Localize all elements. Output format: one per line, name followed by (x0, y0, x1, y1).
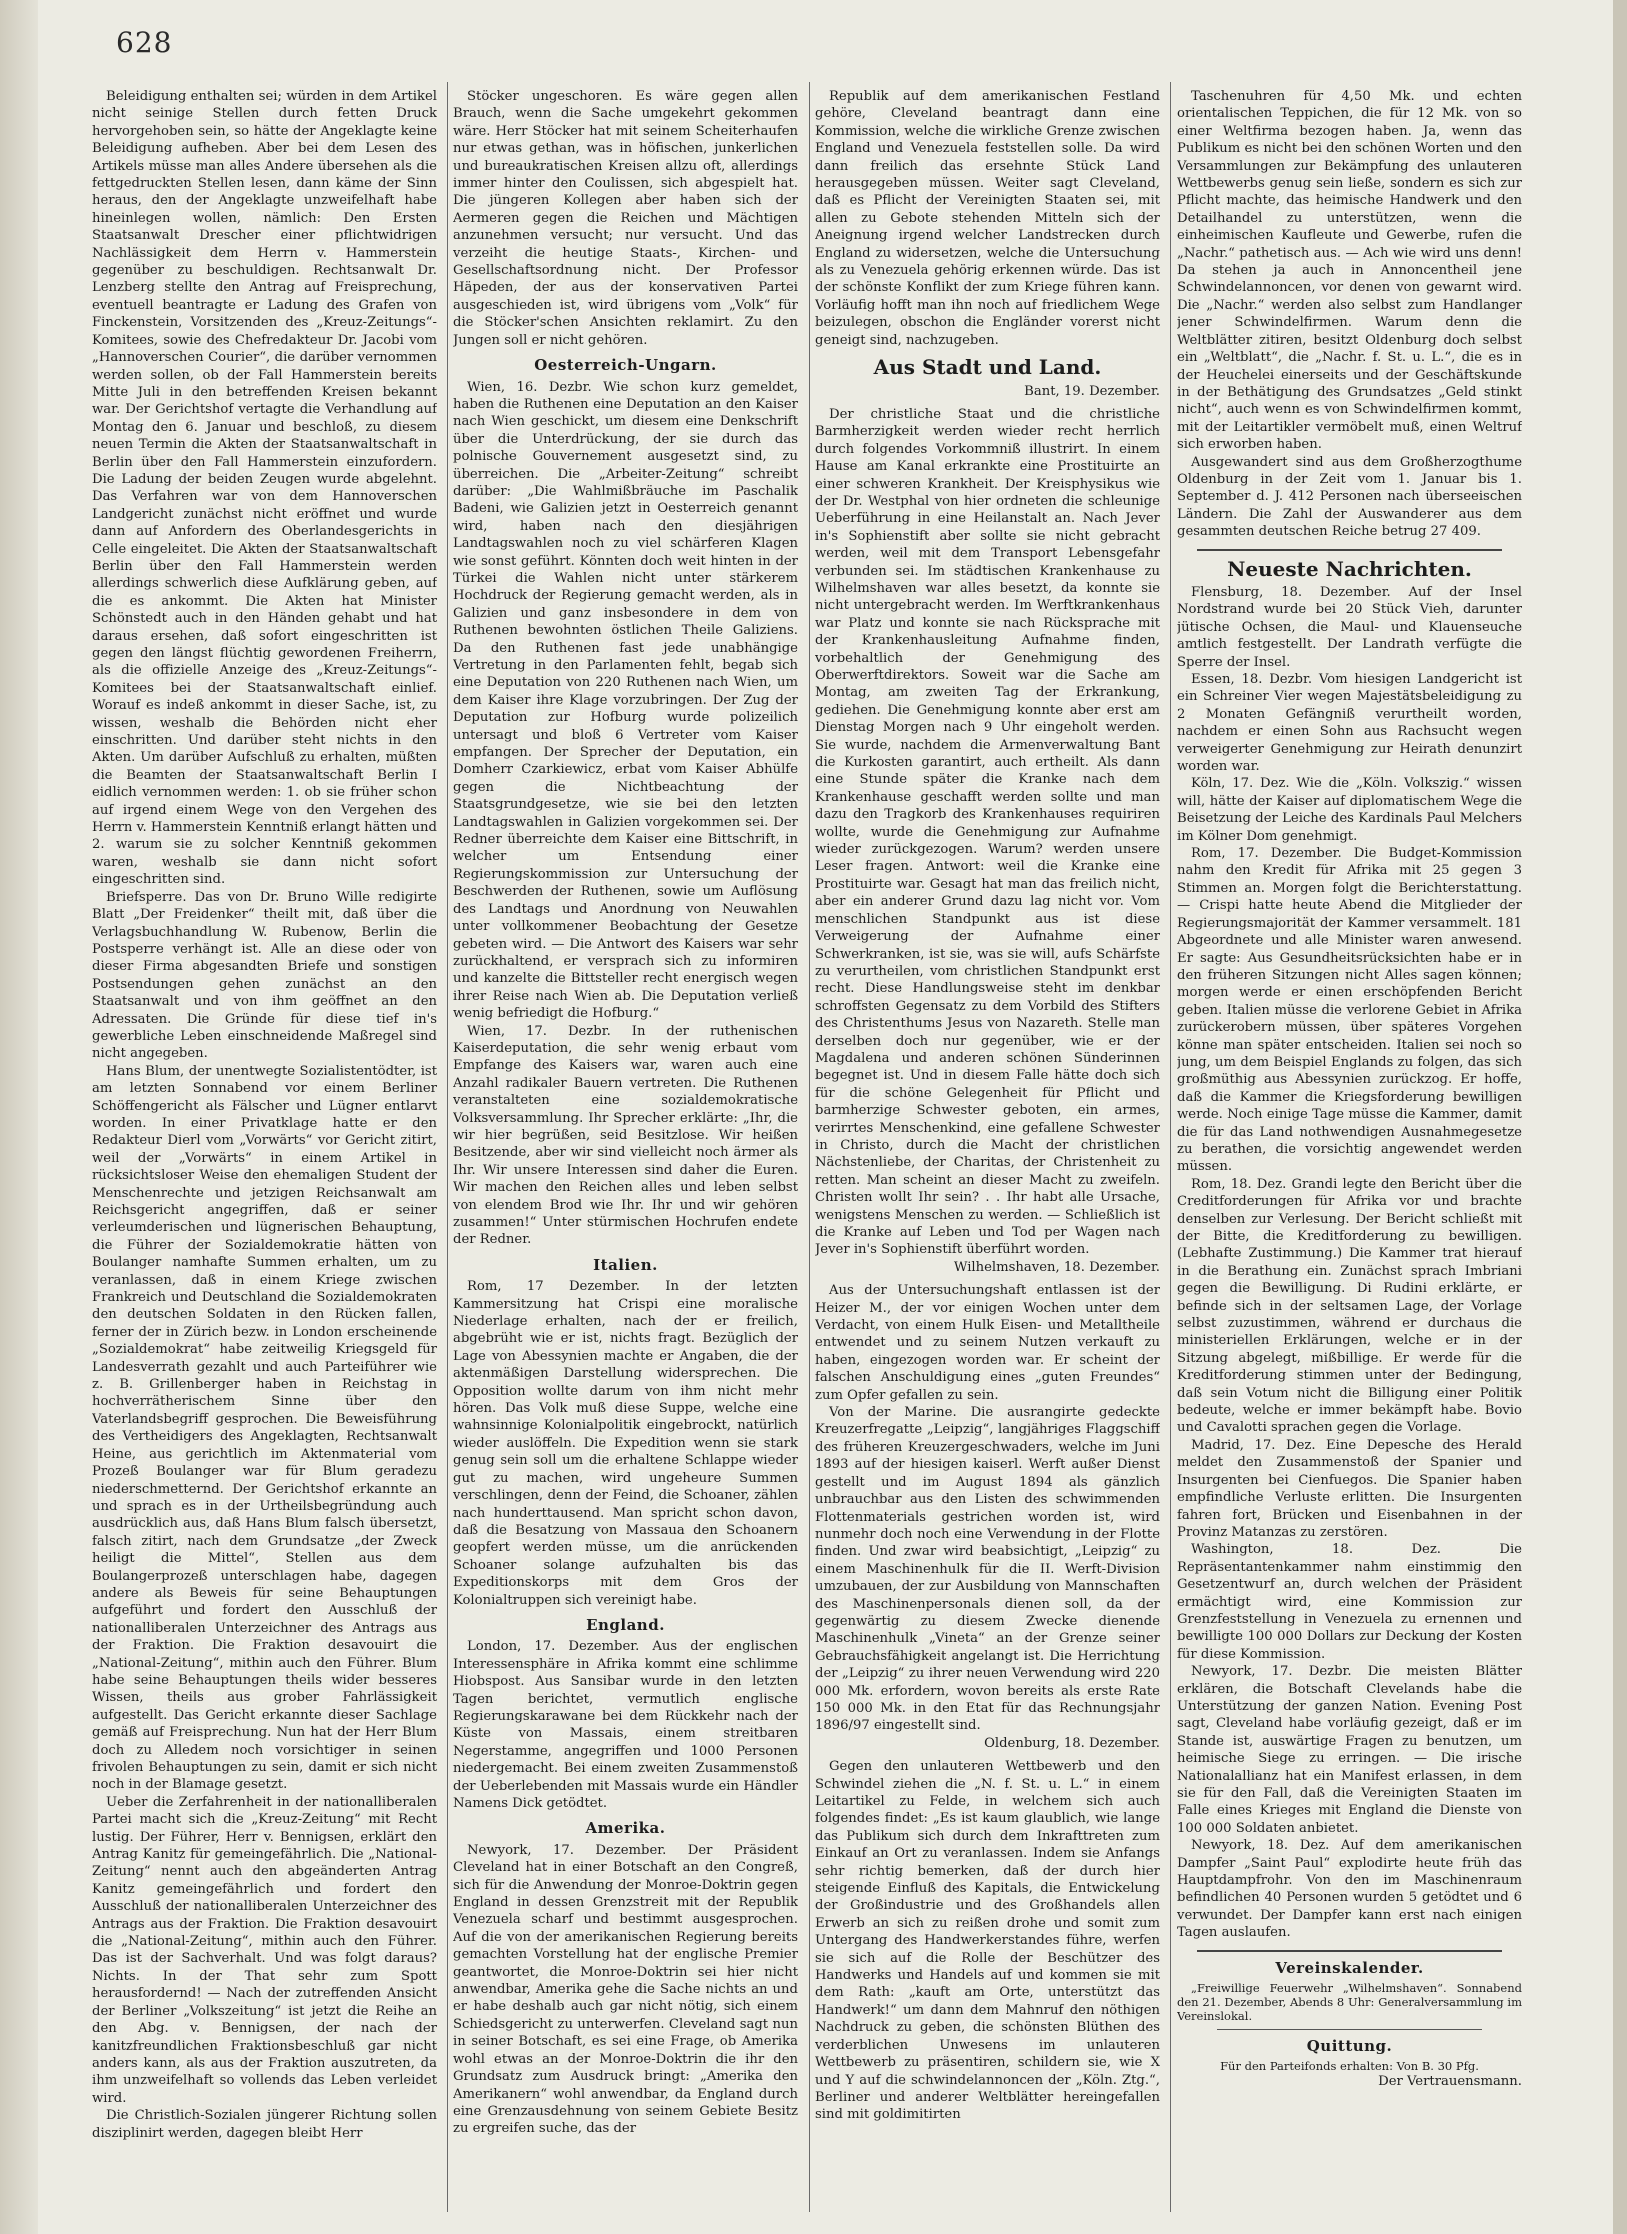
article-paragraph: Gegen den unlauteren Wettbewerb und den Schwindel ziehen die „N. f. St. u. L.“ in einem Leitartikel zu Felde, in welchem sich auch folgendes findet: „Es ist kaum glaublich, wie lange das Publikum sich durch dem Inkrafttreten zum Einkauf an Ort zu veranlassen. Indem sie Anfangs sehr richtig bemerken, daß der durch hier steigende Einfluß des Kapitals, die Entwickelung der Großindustrie und des Großhandels allen Erwerb an sich zu reißen drohe und somit zum Untergang des Handwerkerstandes führe, werfen sie sich auf die Rolle der Beschützer des Handwerks und Handels auf und kommen sie mit dem Rath: „kauft am Orte, unterstützt das Handwerk!“ um dann dem Mahnruf den nöthigen Nachdruck zu geben, die schönsten Blüthen des verderblichen Unwesens im unlauteren Wettbewerb zu präsentiren, schildern sie, wie X und Y auf die schwindelannoncen der „Köln. Ztg.“, Berliner und anderer Weltblätter hereingefallen sind mit goldimitirten (815, 1759, 1160, 2123)
article-paragraph: Rom, 17. Dezember. Die Budget-Kommission nahm den Kredit für Afrika mit 25 gegen 3 Stimmen an. Morgen folgt die Berichterstattung. — Crispi hatte heute Abend die Mitglieder der Regierungsmajorität der Kammer versammelt. 181 Abgeordnete und alle Minister waren anwesend. Er sagte: Aus Gesundheitsrücksichten habe er in den früheren Sitzungen nicht Alles sagen können; morgen werde er einen erschöpfenden Bericht geben. Italien müsse die verlorene Gebiet in Afrika zurückerobern müssen, über späteres Vorgehen könne man später entscheiden. Italien sei noch so jung, um dem Beispiel Englands zu folgen, das sich großmüthig aus Abessynien zurückzog. Er hoffe, daß die Kammer die Kriegsforderung bewilligen werde. Noch einige Tage müsse die Kammer, damit die für das Land nothwendigen Ausnahmegesetze zu berathen, die vorsichtig angewendet werden müssen. (1177, 846, 1522, 1175)
article-paragraph: Rom, 17 Dezember. In der letzten Kammersitzung hat Crispi eine moralische Niederlage erhalten, nach der er freilich, abgebrüht wie er ist, nichts fragt. Bezüglich der Lage von Abessynien machte er Angaben, die der aktenmäßigen Darstellung widersprechen. Die Opposition wollte darum von ihm nicht mehr hören. Das Volk muß diese Suppe, welche eine wahnsinnige Kolonialpolitik eingebrockt, natürlich wieder auslöffeln. Die Expedition wenn sie stark genug sein soll um die erhaltene Schlappe wieder gut zu machen, wird ungeheure Summen verschlingen, denn der Feind, die Schoaner, zählen nach hunderttausend. Man spricht schon davon, daß die Besatzung von Massaua den Schoanern geopfert werden müsse, um die anrückenden Schoaner solange aufzuhalten bis das Expeditionskorps mit dem Gros der Kolonialtruppen sich vereinigt habe. (453, 1279, 798, 1608)
dateline: Bant, 19. Dezember. (1024, 383, 1160, 399)
notice-text: „Freiwillige Feuerwehr „Wilhelmshaven“. Sonnabend den 21. Dezember, Abends 8 Uhr: Generalversammlung im Vereinslokal. (1177, 1981, 1522, 2024)
article-paragraph: Hans Blum, der unentwegte Sozialistentödter, ist am letzten Sonnabend vor einem Berliner Schöffengericht als Fälscher und Lügner entlarvt worden. In einer Privatklage hatte er den Redakteur Dierl vom „Vorwärts“ vor Gericht zitirt, weil der „Vorwärts“ in einem Artikel in rücksichtsloser Weise den ehemaligen Student der Menschenrechte und jetzigen Reichsanwalt am Reichsgericht angegriffen, daß er seiner verleumderischen und lügnerischen Behauptung, die Führer der Sozialdemokratie hätten von Boulanger namhafte Summen erhalten, um zu veranlassen, daß in einem Kriege zwischen Frankreich und Deutschland die Sozialdemokraten den deutschen Soldaten in den Rücken fallen, ferner der in Zürich bezw. in London erscheinende „Sozialdemokrat“ habe zeitweilig Kriegsgeld für Landesverrath gezahlt und auch Parteiführer wie z. B. Grillenberger haben in Reichstag in hochverrätherischem Sinne über den Vaterlandsbegriff gesprochen. Die Beweisführung des Vertheidigers des Angeklagten, Rechtsanwalt Heine, aus gerichtlich im Aktenmaterial vom Prozeß Boulanger war für Blum geradezu niederschmetternd. Der Gerichtshof erkannte an und sprach es in der Urtheilsbegründung auch ausdrücklich aus, daß Hans Blum falsch übersetzt, falsch zitirt, nach dem Grundsatze „der Zweck heiligt die Mittel“, Stellen aus dem Boulangerprozeß unterschlagen habe, dagegen andere als Beweis für seine Behauptungen aufgeführt und fordert den Ausschluß der nationalliberalen Unterzeichner des Antrags aus der Fraktion. Die Fraktion desavouirt die „National-Zeitung“, mithin auch den Führer. Blum habe seine Behauptungen theils wider besseres Wissen, theils aus grober Fahrlässigkeit aufgestellt. Das Gericht erkannte dieser Sachlage gemäß auf Freisprechung. Nun hat der Herr Blum doch zu Alledem noch vorsichtiger in seinen frivolen Behauptungen zu sein, damit er sich nicht noch in der Blamage gesetzt. (92, 1063, 437, 1793)
dateline: Wilhelmshaven, 18. Dezember. (953, 1259, 1160, 1275)
article-paragraph: Rom, 18. Dez. Grandi legte den Bericht über die Creditforderungen für Afrika vor und brachte denselben zur Verlesung. Der Bericht schließt mit der Bitte, die Kreditforderung zu bewilligen. (Lebhafte Zustimmung.) Die Kammer trat hierauf in die Berathung ein. Zunächst sprach Imbriani gegen die Bewilligung. Di Rudini erklärte, er befinde sich in der seltsamen Lage, der Vorlage selbst zuzustimmen, während er durchaus die ministeriellen Erklärungen, welche er in der Sitzung abgelegt, mißbillige. Er werde für die Kreditforderung stimmen unter der Bedingung, daß sein Votum nicht die Billigung einer Politik bedeute, welche er immer bekämpft habe. Bovio und Cavalotti sprachen gegen die Vorlage. (1177, 1176, 1522, 1436)
article-paragraph: London, 17. Dezember. Aus der englischen Interessensphäre in Afrika kommt eine schlimme Hiobspost. Aus Sansibar wurde in den letzten Tagen berichtet, vermutlich englische Regierungskarawane bei dem Rückkehr nach der Küste von Massais, einem streitbaren Negerstamme, angegriffen und 1000 Personen niedergemacht. Bei einem zweiten Zusammenstoß der Ueberlebenden mit Massais wurde ein Händler Namens Dick getödtet. (453, 1639, 798, 1811)
article-paragraph: Der christliche Staat und die christliche Barmherzigkeit werden wieder recht herrlich durch folgendes Vorkommniß illustrirt. In einem Hause am Kanal erkrankte eine Prostituirte an einer schweren Krankheit. Der Kreisphysikus wie der Dr. Westphal von hier ordneten die schleunige Ueberführung in eine Heilanstalt an. Nach Jever in's Sophienstift aber sollte sie nicht gebracht werden, weil mit dem Transport Lebensgefahr verbunden sei. Im städtischen Krankenhause zu Wilhelmshaven war alles besetzt, da konnte sie nicht untergebracht werden. Im Werftkrankenhaus war Platz und konnte sie nach Rücksprache mit der Krankenhausleitung Aufnahme finden, vorbehaltlich der Genehmigung des Oberwerftdirektors. Soweit war die Sache am Montag, am zweiten Tag der Erkrankung, gediehen. Die Genehmigung konnte aber erst am Dienstag Morgen nach 9 Uhr eingeholt werden. Sie wurde, nachdem die Armenverwaltung Bant die Kurkosten garantirt, auch ertheilt. Als dann eine Stunde später die Kranke nach dem Krankenhause geschafft werden sollte und man dazu den Tragkorb des Krankenhauses requiriren wollte, wurde die Genehmigung zur Aufnahme wieder zurückgezogen. Warum? werden unsere Leser fragen. Antwort: weil die Kranke eine Prostituirte war. Gesagt hat man das freilich nicht, aber ein anderer Grund dazu lag nicht vor. Vom menschlichen Standpunkt aus ist diese Verweigerung der Aufnahme einer Schwerkranken, ist sie, was sie will, aufs Schärfste zu verurtheilen, vom christlichen Standpunkt erst recht. Diese Handlungsweise steht im denkbar schroffsten Gegensatz zu dem Vorbild des Stifters des Christenthums Jesus von Nazareth. Stelle man derselben doch nur gegenüber, wie er der Magdalena und anderen schönen Sünderinnen begegnet ist. Und in diesem Falle hätte doch sich für die schöne Gelegenheit für Pflicht und barmherzige Schwester geboten, ein armes, verirrtes Menschenkind, eine gefallene Schwester in Christo, durch die Macht der christlichen Nächstenliebe, der Charitas, der Christenheit zu retten. Man scheint an dieser Macht zu zweifeln. Christen wollt Ihr sein? . . Ihr habt alle Ursache, wenigstens Menschen zu werden. — Schließlich ist die Kranke auf Leben und Tod per Wagen nach Jever in's Sophienstift überführt worden. (815, 406, 1160, 1258)
article-paragraph: Stöcker ungeschoren. Es wäre gegen allen Brauch, wenn die Sache umgekehrt gekommen wäre. Herr Stöcker hat mit seinem Scheiterhaufen nur etwas gethan, was in höfischen, junkerlichen und bureaukratischen Kreisen allzu oft, allerdings immer hinter den Coulissen, sich abgespielt hat. Die jüngeren Kollegen aber haben sich der Aermeren gegen die Reichen und Mächtigen anzunehmen versucht; nur versucht. Und das verzeiht die heutige Staats-, Kirchen- und Gesellschaftsordnung nicht. Der Professor Häpeden, der aus der konservativen Partei ausgeschieden ist, wird übrigens vom „Volk“ für die Stöcker'schen Ansichten reklamirt. Zu den Jungen soll er nicht gehören. (453, 89, 798, 348)
article-paragraph: Newyork, 18. Dez. Auf dem amerikanischen Dampfer „Saint Paul“ explodirte heute früh das Hauptdampfrohr. Von den im Maschinenraum befindlichen 40 Personen wurden 5 getödtet und 6 verwundet. Der Dampfer kann erst nach einigen Tagen auslaufen. (1177, 1838, 1522, 1941)
article-paragraph: Wien, 17. Dezbr. In der ruthenischen Kaiserdeputation, die sehr wenig erbaut vom Empfange des Kaisers war, waren auch eine Anzahl radikaler Bauern vertreten. Die Ruthenen veranstalteten eine sozialdemokratische Volksversammlung. Ihr Sprecher erklärte: „Ihr, die wir hier begrüßen, seid Besitzlose. Wir heißen Besitzende, aber wir sind vielleicht noch ärmer als Ihr. Wir unsere Interessen sind daher die Euren. Wir machen den Reichen alles und leben selbst von elendem Brod wie Ihr. Ihr und wir gehören zusammen!“ Unter stürmischen Hochrufen endete der Redner. (453, 1023, 798, 1248)
section-heading: Italien. (593, 1255, 658, 1274)
article-paragraph: Köln, 17. Dez. Wie die „Köln. Volkszig.“ wissen will, hätte der Kaiser auf diplomatischem Wege die Beisetzung der Leiche des Kardinals Paul Melchers im Kölner Dom genehmigt. (1177, 776, 1522, 844)
section-heading: Quittung. (1306, 2037, 1393, 2056)
article-paragraph: Essen, 18. Dezbr. Vom hiesigen Landgericht ist ein Schreiner Vier wegen Majestätsbeleidigung zu 2 Monaten Gefängniß verurtheilt worden, nachdem er einen Sohn aus Rachsucht wegen verweigerter Genehmigung zur Heirath denunzirt worden war. (1177, 672, 1522, 775)
dateline: Oldenburg, 18. Dezember. (984, 1735, 1160, 1751)
column-3 (815, 88, 1160, 2198)
article-paragraph: Die Christlich-Sozialen jüngerer Richtung sollen disziplinirt werden, dagegen bleibt Herr (92, 2108, 437, 2141)
article-paragraph: Flensburg, 18. Dezember. Auf der Insel Nordstrand wurde bei 20 Stück Vieh, darunter jütische Ochsen, die Maul- und Klauenseuche amtlich festgestellt. Der Landrath verfügte die Sperre der Insel. (1177, 584, 1522, 670)
section-heading: Amerika. (585, 1819, 666, 1838)
column-1 (92, 88, 437, 2198)
section-title: Neueste Nachrichten. (1227, 556, 1472, 581)
article-paragraph: Ausgewandert sind aus dem Großherzogthume Oldenburg in der Zeit vom 1. Januar bis 1. September d. J. 412 Personen nach überseeischen Ländern. Die Zahl der Auswanderer aus dem gesammten deutschen Reiche betrug 27 409. (1177, 454, 1522, 540)
article-paragraph: Aus der Untersuchungshaft entlassen ist der Heizer M., der vor einigen Wochen unter dem Verdacht, von einem Hulk Eisen- und Metalltheile entwendet und zu seinem Nutzen verkauft zu haben, eingezogen worden war. Er scheint der falschen Anschuldigung eines „guten Freundes“ zum Opfer gefallen zu sein. (815, 1283, 1160, 1403)
column-4 (1177, 88, 1522, 2198)
dateline: Der Vertrauensmann. (1378, 2074, 1522, 2090)
article-paragraph: Newyork, 17. Dezember. Der Präsident Cleveland hat in einer Botschaft an den Congreß, sich für die Anwendung der Monroe-Doktrin gegen England in dessen Grenzstreit mit der Republik Venezuela scharf und bestimmt ausgesprochen. Auf die von der amerikanischen Regierung bereits gemachten Vorstellung hat der englische Premier geantwortet, die Monroe-Doktrin sei hier nicht anwendbar, Amerika gehe die Sache nichts an und er habe deshalb auch gar nicht nötig, sich einem Schiedsgericht zu unterwerfen. Cleveland sagt nun in seiner Botschaft, es sei eine Frage, ob Amerika wohl etwas an der Monroe-Doktrin die ihr den Grundsatz zum Ausdruck bringt: „Amerika den Amerikanern“ wohl anwendbar, da England durch eine Grenzausdehnung von seinem Gebiete Besitz zu ergreifen suche, das der (453, 1842, 798, 2137)
article-paragraph: Ueber die Zerfahrenheit in der nationalliberalen Partei macht sich die „Kreuz-Zeitung“ mit Recht lustig. Der Führer, Herr v. Bennigsen, erklärt den Antrag Kanitz für gemeingefährlich. Die „National-Zeitung“ nennt auch den abgeänderten Antrag Kanitz gemeingefährlich und fordert den Ausschluß der nationalliberalen Unterzeichner des Antrags aus der Fraktion. Die Fraktion desavouirt die „National-Zeitung“, mithin auch den Führer. Das ist der Sachverhalt. Und was folgt daraus? Nichts. In der That sehr zum Spott herausfordernd! — Nach der zutreffenden Ansicht der Berliner „Volkszeitung“ ist jetzt die Reihe an den Abg. v. Bennigsen, der nach der kanitzfreundlichen Fraktionsbeschluß gar nicht anders kann, als aus der Fraktion auszutreten, da ihm unzweifelhaft so vollends das Leben verleidet wird. (92, 1794, 437, 2106)
column-rule (1170, 82, 1171, 2212)
section-divider (1197, 549, 1502, 551)
section-heading: Oesterreich-Ungarn. (534, 356, 717, 375)
receipt-line: Für den Parteifonds erhalten: Von B. 30 Pfg. (1220, 2059, 1479, 2074)
article-paragraph: Madrid, 17. Dez. Eine Depesche des Herald meldet den Zusammenstoß der Spanier und Insurgenten bei Cienfuegos. Die Spanier haben empfindliche Verluste erlitten. Die Insurgenten fahren fort, Brücken und Eisenbahnen in der Provinz Matanzas zu zerstören. (1177, 1437, 1522, 1540)
section-divider (1217, 2029, 1482, 2030)
article-paragraph: Washington, 18. Dez. Die Repräsentantenkammer nahm einstimmig den Gesetzentwurf an, durch welchen der Präsident ermächtigt wird, eine Kommission zur Grenzfeststellung in Venezuela zu ernennen und bewilligte 100 000 Dollars zur Deckung der Kosten für diese Kommission. (1177, 1542, 1522, 1662)
section-heading: England. (586, 1615, 665, 1634)
article-paragraph: Von der Marine. Die ausrangirte gedeckte Kreuzerfregatte „Leipzig“, langjähriges Flaggschiff des früheren Kreuzergeschwaders, welche im Juni 1893 auf der hiesigen kaiserl. Werft außer Dienst gestellt und im August 1894 als gänzlich unbrauchbar aus den Listen des schwimmenden Flottenmaterials gestrichen worden ist, wird nunmehr doch noch eine Verwendung in der Flotte finden. Und zwar wird beabsichtigt, „Leipzig“ zu einem Maschinenhulk für die II. Werft-Division umzubauen, der zur Ausbildung von Mannschaften des Maschinenpersonals dienen soll, da der gegenwärtig zu diesem Zwecke dienende Maschinenhulk „Vineta“ an der Grenze seiner Gebrauchsfähigkeit angelangt ist. Die Herrichtung der „Leipzig“ zu ihrer neuen Verwendung wird 220 000 Mk. erfordern, wovon bereits als erste Rate 150 000 Mk. in den Etat für das Rechnungsjahr 1896/97 eingestellt sind. (815, 1405, 1160, 1734)
column-rule (809, 82, 810, 2212)
page-fold-shadow (0, 0, 38, 2234)
article-paragraph: Beleidigung enthalten sei; würden in dem Artikel nicht seinige Stellen durch fetten Druck hervorgehoben sein, so hätte der Angeklagte keine Beleidigung aufheben. Aber bei dem Lesen des Artikels müsse man alles Andere übersehen als die fettgedruckten Stellen lesen, dann käme der Sinn heraus, den der Angeklagte unzweifelhaft habe hineinlegen wollen, nämlich: Den Ersten Staatsanwalt Drescher einer pflichtwidrigen Nachlässigkeit dem Herrn v. Hammerstein gegenüber zu beschuldigen. Rechtsanwalt Dr. Lenzberg stellte den Antrag auf Freisprechung, eventuell beantragte er Ladung des Grafen von Finckenstein, Vorsitzenden des „Kreuz-Zeitungs“-Komitees, sowie des Chefredakteur Dr. Jacobi vom „Hannoverschen Courier“, die darüber vernommen werden sollen, ob der Fall Hammerstein bereits Mitte Juli in den betreffenden Kreisen bekannt war. Der Gerichtshof vertagte die Verhandlung auf Montag den 6. Januar und beschloß, zu diesem neuen Termin die Akten der Staatsanwaltschaft in Berlin über den Fall Hammerstein einzufordern. Die Ladung der beiden Zeugen wurde abgelehnt. Das Verfahren war von dem Hannoverschen Landgericht zunächst nicht eröffnet und wurde dann auf Anfordern des Oberlandesgerichts in Celle eingeleitet. Die Akten der Staatsanwaltschaft Berlin über den Fall Hammerstein werden allerdings schwerlich diese Aufklärung geben, auf die es ankommt. Die Akten hat Minister Schönstedt auch in den Händen gehabt und hat daraus ersehen, daß sofort eingeschritten ist gegen den längst flüchtig gewordenen Freiherrn, als die offizielle Anzeige des „Kreuz-Zeitungs“-Komitees bei der Staatsanwaltschaft einlief. Worauf es indeß ankommt in dieser Sache, ist, zu wissen, weshalb die Behörden nicht eher einschritten. Und darüber steht nichts in den Akten. Um darüber Aufschluß zu erhalten, müßten die Beamten der Staatsanwaltschaft Berlin I eidlich vernommen werden: 1. ob sie früher schon auf irgend einem Wege von den Vergehen des Herrn v. Hammerstein Kenntniß erlangt hätten und 2. warum sie zu solcher Kenntniß gekommen waren, weshalb sie dann nicht sofort eingeschritten sind. (92, 89, 437, 888)
article-paragraph: Republik auf dem amerikanischen Festland gehöre, Cleveland beantragt dann eine Kommission, welche die wirkliche Grenze zwischen England und Venezuela feststellen solle. Da wird dann freilich das ersehnte Stück Land herausgegeben müssen. Weiter sagt Cleveland, daß es Pflicht der Vereinigten Staaten sei, mit allen zu Gebote stehenden Mitteln sich der Aneignung irgend welcher Landstrecken durch England zu widersetzen, welche die Untersuchung als zu Venezuela gehörig erkennen würde. Das ist der schönste Konflikt der zum Kriege führen kann. Vorläufig hofft man ihn noch auf friedlichem Wege beizulegen, obschon die Engländer vorerst nicht geneigt sind, nachzugeben. (815, 89, 1160, 348)
article-paragraph: Wien, 16. Dezbr. Wie schon kurz gemeldet, haben die Ruthenen eine Deputation an den Kaiser nach Wien geschickt, um diesem eine Denkschrift über die Unterdrückung, der sie durch das polnische Gouvernement ausgesetzt sind, zu überreichen. Die „Arbeiter-Zeitung“ schreibt darüber: „Die Wahlmißbräuche im Paschalik Badeni, wie Galizien jetzt in Oesterreich genannt wird, haben nach den diesjährigen Landtagswahlen noch zu viel schärferen Klagen wie sonst geführt. Könnten doch weit hinten in der Türkei die Wahlen nicht unter stärkerem Hochdruck der Regierung gemacht werden, als in Galizien und ganz insbesondere in dem von Ruthenen bewohnten östlichen Theile Galiziens. Da den Ruthenen fast jede unabhängige Vertretung in den Parlamenten fehlt, begab sich eine Deputation von 220 Ruthenen nach Wien, um dem Kaiser ihre Klage vorzubringen. Der Zug der Deputation zur Hofburg wurde polizeilich untersagt und bloß 6 Vertreter vom Kaiser empfangen. Der Sprecher der Deputation, ein Domherr Czarkiewicz, erbat vom Kaiser Abhülfe gegen die Nichtbeachtung der Staatsgrundgesetze, wie sie bei den letzten Landtagswahlen in Galizien vorgekommen sei. Der Redner überreichte dem Kaiser eine Bittschrift, in welcher um Entsendung einer Regierungskommission zur Untersuchung der Beschwerden der Ruthenen, sowie um Auflösung des Landtags und Anordnung von Neuwahlen unter vollkommener Beobachtung der Gesetze gebeten wird. — Die Antwort des Kaisers war sehr zurückhaltend, er versprach sich zu informiren und kanzelte die Bittsteller recht energisch wegen ihrer Reise nach Wien ab. Die Deputation verließ wenig befriedigt die Hofburg.“ (453, 379, 798, 1022)
section-divider (1197, 1950, 1502, 1952)
article-paragraph: Newyork, 17. Dezbr. Die meisten Blätter erklären, die Botschaft Clevelands habe die Unterstützung der ganzen Nation. Evening Post sagt, Cleveland habe vorläufig gezeigt, daß er im Stande ist, auswärtige Fragen zu benutzen, um heimische Siege zu erringen. — Die irische Nationalallianz hat ein Manifest erlassen, in dem sie für den Fall, daß die Vereinigten Staaten im Falle eines Krieges mit England die Dienste von 100 000 Soldaten anbietet. (1177, 1664, 1522, 1836)
section-heading: Vereinskalender. (1275, 1958, 1424, 1977)
section-title: Aus Stadt und Land. (873, 355, 1102, 380)
column-rule (447, 82, 448, 2212)
page-edge (1613, 0, 1627, 2234)
article-paragraph: Taschenuhren für 4,50 Mk. und echten orientalischen Teppichen, die für 12 Mk. von so einer Weltfirma bezogen haben. Ja, wenn das Publikum es nicht bei den schönen Worten und den Versammlungen zur Bekämpfung des unlauteren Wettbewerbs genug sein ließe, sondern es sich zur Pflicht machte, das heimische Handwerk und den Detailhandel zu unterstützen, wenn die einheimischen Kaufleute und Gewerbe, rufen die „Nachr.“ pathetisch aus. — Ach wie wird uns denn! Da stehen ja auch in Annoncentheil jene Schwindelannoncen, vor denen von gewarnt wird. Die „Nachr.“ werden also selbst zum Handlanger jener Schwindelfirmen. Warum denn die Weltblätter zitiren, besitzt Oldenburg doch selbst ein „Weltblatt“, die „Nachr. f. St. u. L.“, die es in der Heuchelei einerseits und der Geschäftskunde in der Bethätigung des Grundsatzes „Geld stinkt nicht“, auch wenn es von Schwindelfirmen kommt, mit der Leitartikler vermöbelt muß, einen Weltruf sich erworben haben. (1177, 89, 1522, 453)
page-number: 628 (116, 26, 173, 59)
column-2 (453, 88, 798, 2198)
article-paragraph: Briefsperre. Das von Dr. Bruno Wille redigirte Blatt „Der Freidenker“ theilt mit, daß über die Verlagsbuchhandlung W. Rubenow, Berlin die Postsperre verhängt ist. Alle an diese oder von dieser Firma abgesandten Briefe und sonstigen Postsendungen gehen zunächst an den Staatsanwalt und von ihm geöffnet an den Adressaten. Die Gründe für diese tief in's gewerbliche Leben einschneidende Maßregel sind nicht angegeben. (92, 889, 437, 1062)
